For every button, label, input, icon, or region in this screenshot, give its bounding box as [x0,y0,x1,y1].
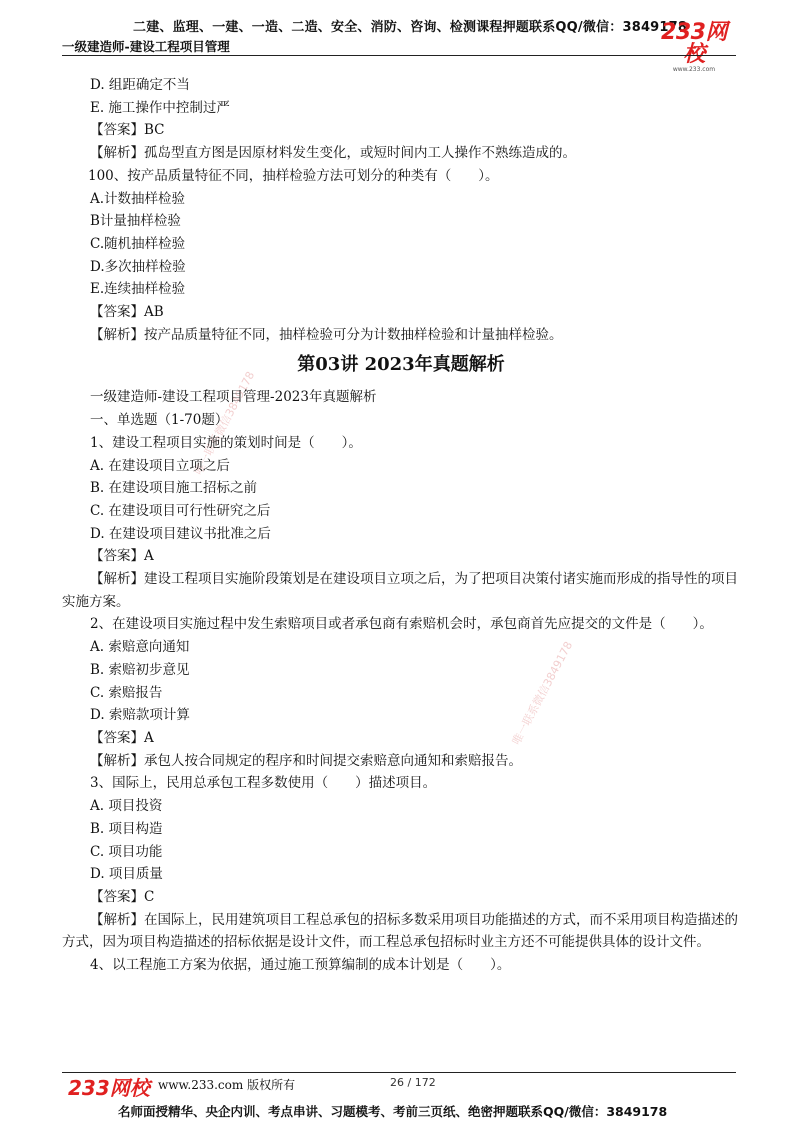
header-subtitle: 一级建造师-建设工程项目管理 [62,39,230,54]
page-number: 26 / 172 [390,1076,436,1089]
document-body [62,74,740,977]
option-line: B. 项目构造 [90,820,163,837]
option-line: D. 在建设项目建议书批准之后 [90,525,271,542]
option-line: C. 在建设项目可行性研究之后 [90,502,271,519]
option-line: C. 项目功能 [90,843,163,860]
option-line: C. 索赔报告 [90,684,163,701]
footer-logo: 233网校 [68,1076,150,1100]
explanation-line: 【解析】承包人按合同规定的程序和时间提交索赔意向通知和索赔报告。 [90,752,522,769]
explanation-line: 【解析】孤岛型直方图是因原材料发生变化，或短时间内工人操作不熟练造成的。 [90,145,576,162]
section-title: 第03讲 2023年真题解析 [297,354,505,376]
subsection-heading: 一级建造师-建设工程项目管理-2023年真题解析 [90,389,377,406]
option-line: D. 项目质量 [90,866,163,883]
logo-text: 233网校 [661,20,727,67]
option-line: D. 索赔款项计算 [90,707,190,724]
question-paragraph: 2、在建设项目实施过程中发生索赔项目或者承包商有索赔机会时，承包商首先应提交的文件是（ ）。 [90,616,713,633]
question-line: 3、国际上，民用总承包工程多数使用（ ）描述项目。 [90,775,437,792]
answer-line: 【答案】A [90,548,154,565]
option-line: B. 索赔初步意见 [90,661,190,678]
option-line: B. 在建设项目施工招标之前 [90,480,258,497]
option-line: A.计数抽样检验 [90,190,186,207]
option-line: D.多次抽样检验 [90,258,186,275]
brand-logo [652,20,736,73]
question-type-heading: 一、单选题（1-70题） [90,412,229,429]
footer-promo: 名师面授精华、央企内训、考点串讲、习题模考、考前三页纸、绝密押题联系QQ/微信：3849178 [118,1104,668,1119]
option-line: D. 组距确定不当 [90,77,190,93]
option-line: E. 施工操作中控制过严 [90,99,230,116]
option-line: C.随机抽样检验 [90,235,186,252]
logo-subtext: www.233.com [672,66,716,73]
option-line: E.连续抽样检验 [90,281,186,298]
question-line: 4、以工程施工方案为依据，通过施工预算编制的成本计划是（ ）。 [90,957,511,974]
option-line: A. 项目投资 [90,798,163,815]
watermark: 唯一联系微信3849178 [509,639,576,748]
answer-line: 【答案】BC [90,122,165,139]
header-promo: 二建、监理、一建、一造、二造、安全、消防、咨询、检测课程押题联系QQ/微信：3849178 [133,20,688,35]
explanation-paragraph: 【解析】建设工程项目实施阶段策划是在建设项目立项之后，为了把项目决策付诸实施而形成的指导性的项目实施方案。 [62,571,738,610]
footer-copyright: www.233.com 版权所有 [158,1078,296,1092]
explanation-line: 【解析】按产品质量特征不同，抽样检验可分为计数抽样检验和计量抽样检验。 [90,326,563,343]
footer-divider [62,1072,736,1073]
option-line: B计量抽样检验 [90,213,181,230]
header-divider [62,55,736,56]
explanation-paragraph: 【解析】在国际上，民用建筑项目工程总承包的招标多数采用项目功能描述的方式，而不采用项目构造描述的方式，因为项目构造描述的招标依据是设计文件，而工程总承包招标时业主方还不可能提供具体的设计文件。 [62,911,738,951]
answer-line: 【答案】A [90,729,154,746]
question-line: 1、建设工程项目实施的策划时间是（ ）。 [90,434,362,451]
answer-line: 【答案】AB [90,304,164,321]
watermark: 唯一联系微信3849178 [191,369,258,478]
option-line: A. 索赔意向通知 [90,639,190,656]
option-line: A. 在建设项目立项之后 [90,457,230,474]
answer-line: 【答案】C [90,888,155,905]
question-line: 100、按产品质量特征不同，抽样检验方法可划分的种类有（ ）。 [88,167,499,184]
